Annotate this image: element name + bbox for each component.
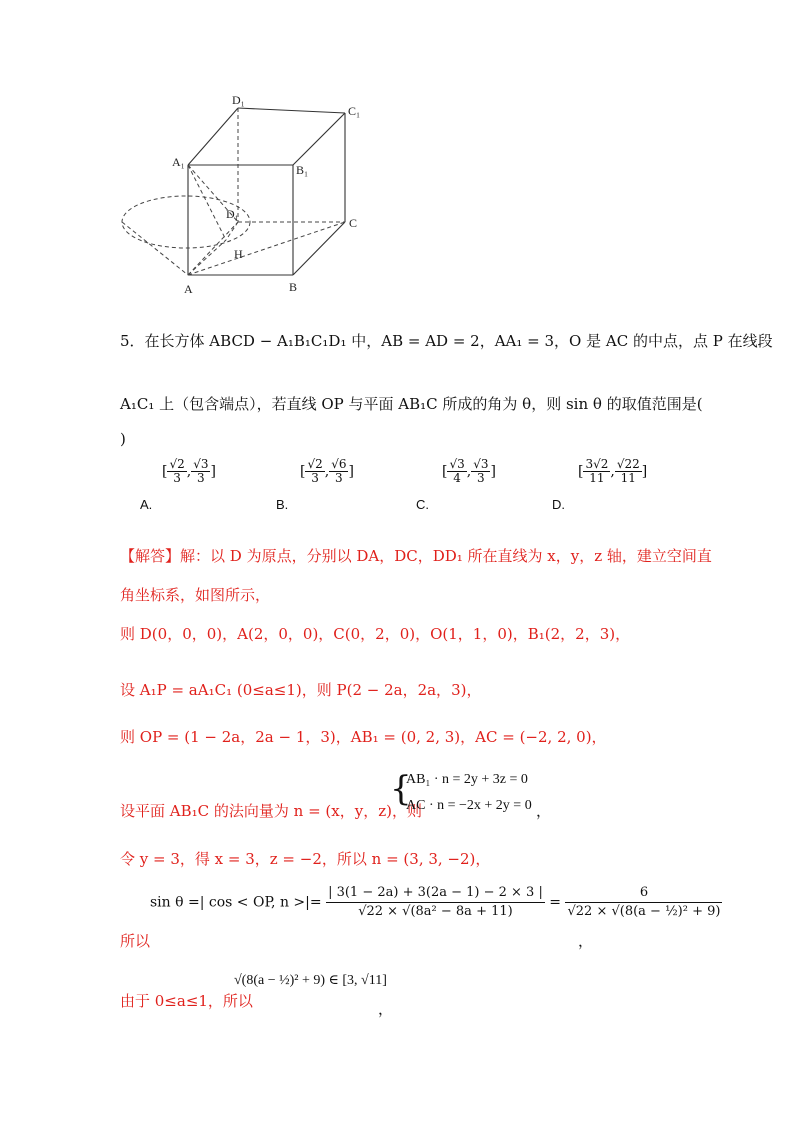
label-a1: A₁ (172, 155, 185, 169)
solution-line-3: 则 D(0，0，0)，A(2，0，0)，C(0，2，0)，O(1，1，0)，B₁(2，2，3)， (120, 625, 631, 643)
solution-line-1: 【解答】解：以 D 为原点，分别以 DA，DC，DD₁ 所在直线为 x，y，z 轴，建立空间直 (120, 547, 712, 565)
sin-suffix: ， (578, 932, 594, 950)
option-c[interactable]: [ $\frac{√3}{4}$ , $\frac{√3}{3}$ ] (442, 457, 496, 485)
solution-line-7: 令 y = 3，得 x = 3，z = −2，所以 n = (3, 3, −2)， (120, 850, 491, 868)
problem-line-2: A₁C₁ 上（包含端点），若直线 OP 与平面 AB₁C 所成的角为 θ，则 sin θ 的取值范围是( (120, 395, 703, 413)
solution-line-6: 设平面 AB₁C 的法向量为 n = (x，y，z)，则 (120, 802, 422, 820)
option-a-letter: A. (140, 497, 153, 512)
label-c: C (349, 216, 358, 230)
sin-equals: = (549, 894, 562, 911)
sin-fraction-2: $\frac{6}{\text{√22 × √(8(a − ½)² + 9)}}$ (567, 885, 721, 919)
cuboid-figure (100, 90, 400, 300)
option-a[interactable]: [ $\frac{√2}{3}$ , $\frac{√3}{3}$ ] (162, 457, 216, 485)
label-b1: B₁ (296, 163, 309, 177)
solution-line-9-expr: √(8(a − ½)² + 9) ∈ [3, √11] (234, 973, 387, 988)
problem-line-3: ) (120, 430, 126, 448)
solution-line-2: 角坐标系，如图所示， (120, 586, 271, 604)
solution-line-4: 设 A₁P = aA₁C₁ (0≤a≤1)，则 P(2 − 2a，2a，3)， (120, 681, 482, 699)
solution-line-9-suffix: ， (378, 1000, 394, 1018)
option-d-letter: D. (552, 497, 565, 512)
problem-line-1: 5．在长方体 ABCD − A₁B₁C₁D₁ 中，AB = AD = 2，AA₁ = 3，O 是 AC 的中点，点 P 在线段 (120, 332, 773, 350)
label-h: H (234, 247, 243, 261)
sin-fraction-1: $\frac{| 3(1 - 2a) + 3(2a - 1) - 2 \times 3 |}{\text{√22 × √(8a² − 8a + 11)}}$ (328, 885, 543, 919)
label-b: B (289, 280, 298, 294)
system-suffix: ， (536, 802, 552, 820)
option-b-letter: B. (276, 497, 289, 512)
label-d1-mid: D₁ (226, 207, 239, 221)
option-b[interactable]: [ $\frac{√2}{3}$ , $\frac{√6}{3}$ ] (300, 457, 354, 485)
system-eq-2: AC · n = −2x + 2y = 0 (406, 798, 532, 813)
sin-left: sin θ =| cos < OP, n >|= (150, 894, 322, 911)
solution-line-5: 则 OP = (1 − 2a，2a − 1，3)，AB₁ = (0, 2, 3)，AC = (−2, 2, 0)， (120, 728, 607, 746)
sin-formula (150, 884, 722, 921)
system-brace: { (390, 769, 412, 809)
solution-line-8: 所以 (120, 932, 151, 950)
label-c1: C₁ (348, 104, 361, 118)
system-eq-1: AB₁ · n = 2y + 3z = 0 (406, 772, 528, 787)
option-d[interactable]: [ $\frac{3√2}{11}$ , $\frac{√22}{11}$ ] (578, 457, 648, 485)
solution-line-9: 由于 0≤a≤1，所以 (120, 992, 253, 1010)
option-c-letter: C. (416, 497, 429, 512)
label-d1-top: D₁ (232, 93, 245, 107)
label-a: A (184, 282, 193, 296)
